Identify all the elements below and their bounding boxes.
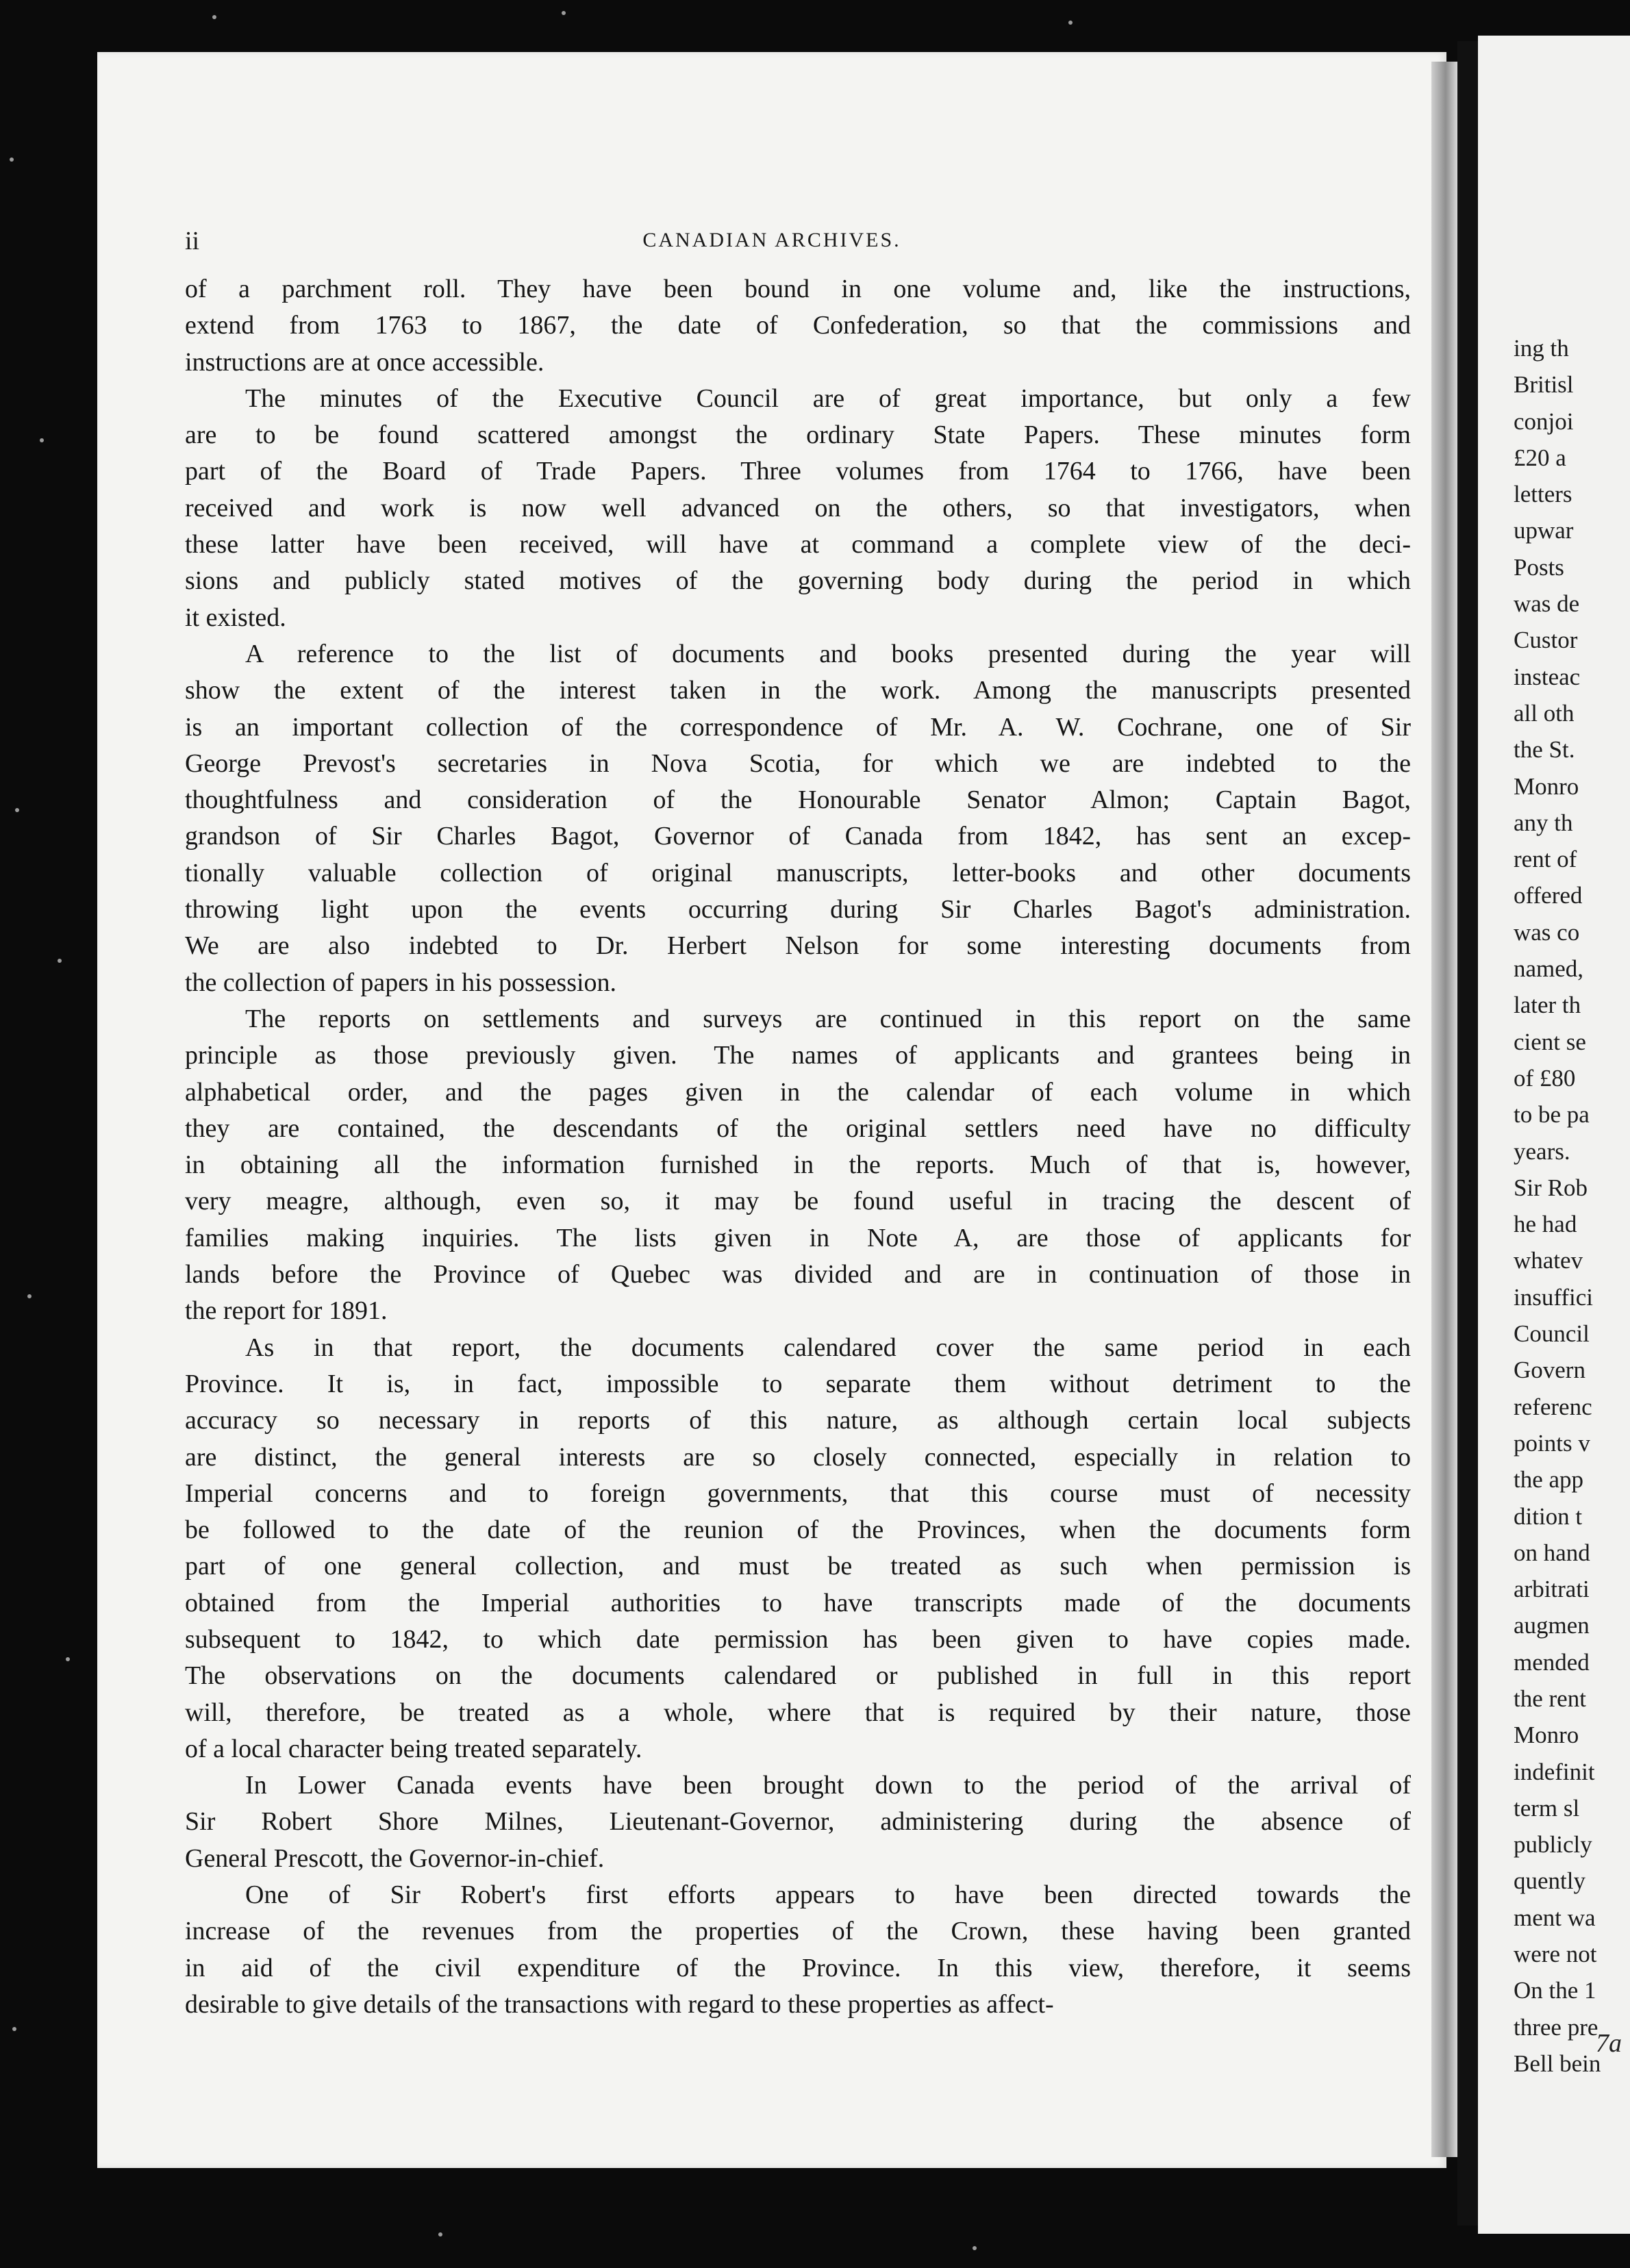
text-line: increase of the revenues from the properties of the Crown, these having been granted <box>185 1917 1411 1946</box>
page-number: ii <box>185 227 200 255</box>
scan-speck <box>438 2232 442 2236</box>
text-line: very meagre, although, even so, it may be found useful in tracing the descent of <box>185 1187 1411 1216</box>
right-page-line: Bell bein <box>1514 2050 1601 2077</box>
right-page-line: the rent <box>1514 1685 1586 1712</box>
text-line: As in that report, the documents calendared cover the same period in each <box>245 1333 1411 1362</box>
text-line: is an important collection of the correspondence of Mr. A. W. Cochrane, one of Sir <box>185 712 1411 742</box>
right-page-line: was co <box>1514 918 1580 946</box>
right-page-line: ment wa <box>1514 1904 1596 1931</box>
text-line: in aid of the civil expenditure of the Province. In this view, therefore, it seems <box>185 1953 1411 1982</box>
text-line: thoughtfulness and consideration of the Honourable Senator Almon; Captain Bagot, <box>185 785 1411 815</box>
body-text <box>185 271 1411 2023</box>
text-line: Imperial concerns and to foreign governments, that this course must of necessity <box>185 1478 1411 1508</box>
text-line: A reference to the list of documents and books presented during the year will <box>245 639 1411 668</box>
text-line: received and work is now well advanced on the others, so that investigators, when <box>185 493 1411 522</box>
text-line: throwing light upon the events occurring during Sir Charles Bagot's administration. <box>185 895 1411 924</box>
right-page-line: to be pa <box>1514 1101 1590 1129</box>
text-line: principle as those previously given. The names of applicants and grantees being in <box>185 1041 1411 1070</box>
scan-speck <box>40 438 44 442</box>
right-page-line: rent of <box>1514 846 1577 873</box>
text-line: instructions are at once accessible. <box>185 347 544 377</box>
text-line: extend from 1763 to 1867, the date of Confederation, so that the commissions and <box>185 311 1411 340</box>
text-line: George Prevost's secretaries in Nova Scotia, for which we are indebted to the <box>185 748 1411 778</box>
left-page <box>97 52 1446 2168</box>
right-page-line: referenc <box>1514 1393 1592 1420</box>
right-page-line: dition t <box>1514 1502 1583 1530</box>
right-page-catchword: 7a <box>1596 2029 1622 2058</box>
scan-speck <box>58 959 62 963</box>
right-page-line: indefinit <box>1514 1758 1595 1785</box>
text-line: of a local character being treated separately. <box>185 1734 642 1763</box>
right-page-line: on hand <box>1514 1539 1590 1566</box>
page-edge <box>1431 62 1457 2157</box>
right-page-line: the St. <box>1514 736 1575 764</box>
text-line: the collection of papers in his possession. <box>185 968 617 997</box>
text-line: are to be found scattered amongst the ordinary State Papers. These minutes form <box>185 420 1411 450</box>
right-page-line: quently <box>1514 1867 1585 1895</box>
scan-speck <box>212 15 216 19</box>
text-line: are distinct, the general interests are so closely connected, especially in relation to <box>185 1442 1411 1472</box>
text-line: lands before the Province of Quebec was divided and are in continuation of those in <box>185 1260 1411 1289</box>
text-line: We are also indebted to Dr. Herbert Nelson for some interesting documents from <box>185 931 1411 961</box>
text-line: In Lower Canada events have been brought down to the period of the arrival of <box>245 1771 1411 1800</box>
right-page-line: augmen <box>1514 1612 1590 1639</box>
right-page-line: mended <box>1514 1648 1590 1676</box>
right-page-line: points v <box>1514 1429 1590 1457</box>
right-page-line: Monro <box>1514 772 1579 800</box>
scan-speck <box>15 808 19 812</box>
right-page <box>1478 36 1630 2234</box>
running-head: CANADIAN ARCHIVES. <box>642 229 901 251</box>
right-page-line: Posts <box>1514 553 1564 581</box>
right-page-line: years. <box>1514 1137 1570 1165</box>
text-line: alphabetical order, and the pages given in the calendar of each volume in which <box>185 1077 1411 1107</box>
text-line: the report for 1891. <box>185 1296 388 1326</box>
right-page-line: letters <box>1514 481 1572 508</box>
text-line: part of the Board of Trade Papers. Three volumes from 1764 to 1766, have been <box>185 457 1411 486</box>
text-line: it existed. <box>185 603 286 632</box>
right-page-line: of £80 <box>1514 1064 1576 1092</box>
right-page-line: Custor <box>1514 627 1578 654</box>
text-line: families making inquiries. The lists given in Note A, are those of applicants for <box>185 1223 1411 1252</box>
right-page-text <box>1514 330 1630 2082</box>
right-page-line: Govern <box>1514 1357 1585 1384</box>
right-page-line: upwar <box>1514 517 1574 544</box>
text-line: General Prescott, the Governor-in-chief. <box>185 1843 605 1873</box>
text-line: these latter have been received, will have at command a complete view of the deci- <box>185 530 1411 559</box>
right-page-line: were not <box>1514 1941 1597 1968</box>
right-page-line: he had <box>1514 1211 1577 1238</box>
right-page-line: any th <box>1514 809 1573 836</box>
text-line: will, therefore, be treated as a whole, where that is required by their nature, those <box>185 1698 1411 1727</box>
text-line: Sir Robert Shore Milnes, Lieutenant-Governor, administering during the absence of <box>185 1807 1411 1837</box>
right-page-line: publicly <box>1514 1831 1592 1859</box>
scan-speck <box>12 2027 16 2031</box>
text-line: The minutes of the Executive Council are of great importance, but only a few <box>245 383 1411 413</box>
right-page-line: On the 1 <box>1514 1977 1596 2004</box>
right-page-line: arbitrati <box>1514 1576 1590 1603</box>
right-page-line: Britisl <box>1514 371 1574 399</box>
text-line: Province. It is, in fact, impossible to separate them without detriment to the <box>185 1369 1411 1398</box>
right-page-line: insuffici <box>1514 1283 1594 1311</box>
text-line: subsequent to 1842, to which date permission has been given to have copies made. <box>185 1624 1411 1654</box>
text-line: in obtaining all the information furnished in the reports. Much of that is, however, <box>185 1150 1411 1180</box>
scan-speck <box>27 1294 32 1298</box>
text-line: The reports on settlements and surveys are continued in this report on the same <box>245 1004 1411 1033</box>
right-page-line: term sl <box>1514 1794 1580 1822</box>
right-page-line: ing th <box>1514 335 1569 362</box>
text-line: desirable to give details of the transactions with regard to these properties as affect- <box>185 1989 1054 2019</box>
text-line: sions and publicly stated motives of the governing body during the period in which <box>185 566 1411 596</box>
scan-speck <box>1068 21 1073 25</box>
text-line: One of Sir Robert's first efforts appears to have been directed towards the <box>245 1880 1411 1910</box>
text-line: part of one general collection, and must be treated as such when permission is <box>185 1552 1411 1581</box>
right-page-line: later th <box>1514 992 1581 1019</box>
text-line: accuracy so necessary in reports of this nature, as although certain local subjects <box>185 1406 1411 1435</box>
scan-speck <box>562 11 566 15</box>
text-line: tionally valuable collection of original manuscripts, letter-books and other documents <box>185 858 1411 887</box>
right-page-line: named, <box>1514 955 1584 983</box>
right-page-line: whatev <box>1514 1247 1583 1274</box>
text-line: grandson of Sir Charles Bagot, Governor of Canada from 1842, has sent an excep- <box>185 822 1411 851</box>
text-line: obtained from the Imperial authorities to have transcripts made of the documents <box>185 1588 1411 1617</box>
text-line: show the extent of the interest taken in the work. Among the manuscripts presented <box>185 676 1411 705</box>
right-page-line: insteac <box>1514 663 1581 690</box>
right-page-line: the app <box>1514 1466 1584 1494</box>
scan-speck <box>973 2246 977 2250</box>
right-page-line: three pre <box>1514 2013 1598 2041</box>
right-page-line: Monro <box>1514 1722 1579 1749</box>
right-page-line: Council <box>1514 1320 1590 1348</box>
text-line: The observations on the documents calendared or published in full in this report <box>185 1661 1411 1691</box>
book-gutter <box>1457 41 1478 2226</box>
right-page-line: was de <box>1514 590 1580 618</box>
right-page-line: offered <box>1514 882 1583 909</box>
right-page-line: conjoi <box>1514 407 1574 435</box>
right-page-line: cient se <box>1514 1028 1586 1055</box>
text-line: be followed to the date of the reunion of the Provinces, when the documents form <box>185 1515 1411 1545</box>
right-page-line: Sir Rob <box>1514 1174 1588 1201</box>
text-line: of a parchment roll. They have been bound in one volume and, like the instructions, <box>185 275 1411 303</box>
right-page-line: £20 a <box>1514 444 1566 471</box>
text-line: they are contained, the descendants of the original settlers need have no difficulty <box>185 1113 1411 1143</box>
right-page-line: all oth <box>1514 699 1575 727</box>
scan-speck <box>66 1657 70 1661</box>
scan-speck <box>10 158 14 162</box>
